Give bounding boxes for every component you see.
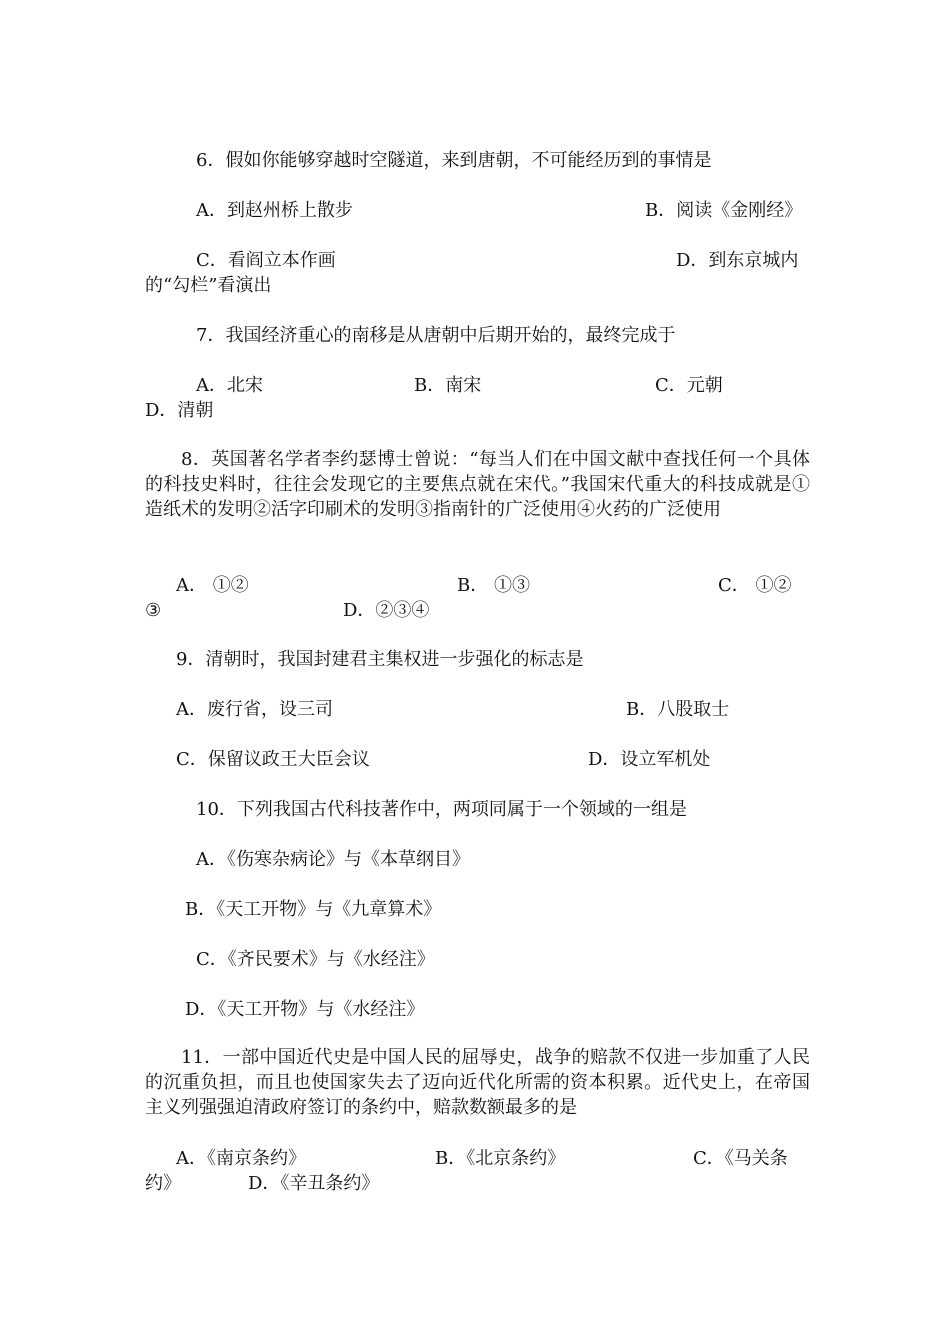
q10-option-a: A．《伤寒杂病论》与《本草纲目》 bbox=[196, 849, 470, 870]
q8-option-c: C． ①② bbox=[718, 575, 792, 596]
q6-option-c: C．看阎立本作画 bbox=[196, 250, 336, 271]
q6-option-b: B．阅读《金刚经》 bbox=[645, 200, 803, 221]
q9-option-d: D．设立军机处 bbox=[588, 749, 711, 770]
q11-option-d: D．《辛丑条约》 bbox=[248, 1173, 380, 1194]
q9-option-a: A．废行省，设三司 bbox=[176, 699, 333, 720]
q11-option-a: A．《南京条约》 bbox=[176, 1148, 306, 1169]
q7-option-d: D．清朝 bbox=[145, 400, 214, 421]
q10-stem: 10．下列我国古代科技著作中，两项同属于一个领域的一组是 bbox=[196, 799, 687, 820]
q11-stem: 11．一部中国近代史是中国人民的屈辱史，战争的赔款不仅进一步加重了人民的沉重负担，而且也使国家失去了迈向近代化所需的资本积累。近代史上，在帝国主义列强强迫清政府签订的条约中，赔款数额最多的是 bbox=[145, 1047, 810, 1118]
q8-option-b: B． ①③ bbox=[457, 575, 530, 596]
q7-option-c: C．元朝 bbox=[655, 375, 723, 396]
q7-option-a: A．北宋 bbox=[196, 375, 263, 396]
q8-option-c-continued: ③ bbox=[145, 600, 162, 621]
q6-option-d-continued: 的“勾栏”看演出 bbox=[145, 275, 272, 296]
q10-option-d: D．《天工开物》与《水经注》 bbox=[185, 999, 425, 1020]
q9-stem: 9．清朝时，我国封建君主集权进一步强化的标志是 bbox=[176, 649, 584, 670]
q7-option-b: B．南宋 bbox=[414, 375, 482, 396]
q11-option-c: C．《马关条 bbox=[693, 1148, 788, 1169]
q8-option-d: D．②③④ bbox=[343, 600, 430, 621]
q6-stem: 6．假如你能够穿越时空隧道，来到唐朝，不可能经历到的事情是 bbox=[196, 150, 712, 171]
q8-option-a: A． ①② bbox=[176, 575, 249, 596]
q6-option-a: A．到赵州桥上散步 bbox=[196, 200, 353, 221]
q6-option-d: D．到东京城内 bbox=[676, 250, 799, 271]
q9-option-b: B．八股取士 bbox=[626, 699, 730, 720]
q10-option-b: B．《天工开物》与《九章算术》 bbox=[185, 899, 442, 920]
q10-option-c: C．《齐民要术》与《水经注》 bbox=[196, 949, 435, 970]
q8-stem: 8．英国著名学者李约瑟博士曾说：“每当人们在中国文献中查找任何一个具体的科技史料时，往往会发现它的主要焦点就在宋代。”我国宋代重大的科技成就是①造纸术的发明②活字印刷术的发明③指南针的广泛使用④火药的广泛使用 bbox=[145, 449, 810, 520]
q11-option-c-continued: 约》 bbox=[145, 1173, 181, 1194]
q11-option-b: B．《北京条约》 bbox=[435, 1148, 566, 1169]
q7-stem: 7．我国经济重心的南移是从唐朝中后期开始的，最终完成于 bbox=[196, 325, 676, 346]
q9-option-c: C．保留议政王大臣会议 bbox=[176, 749, 370, 770]
